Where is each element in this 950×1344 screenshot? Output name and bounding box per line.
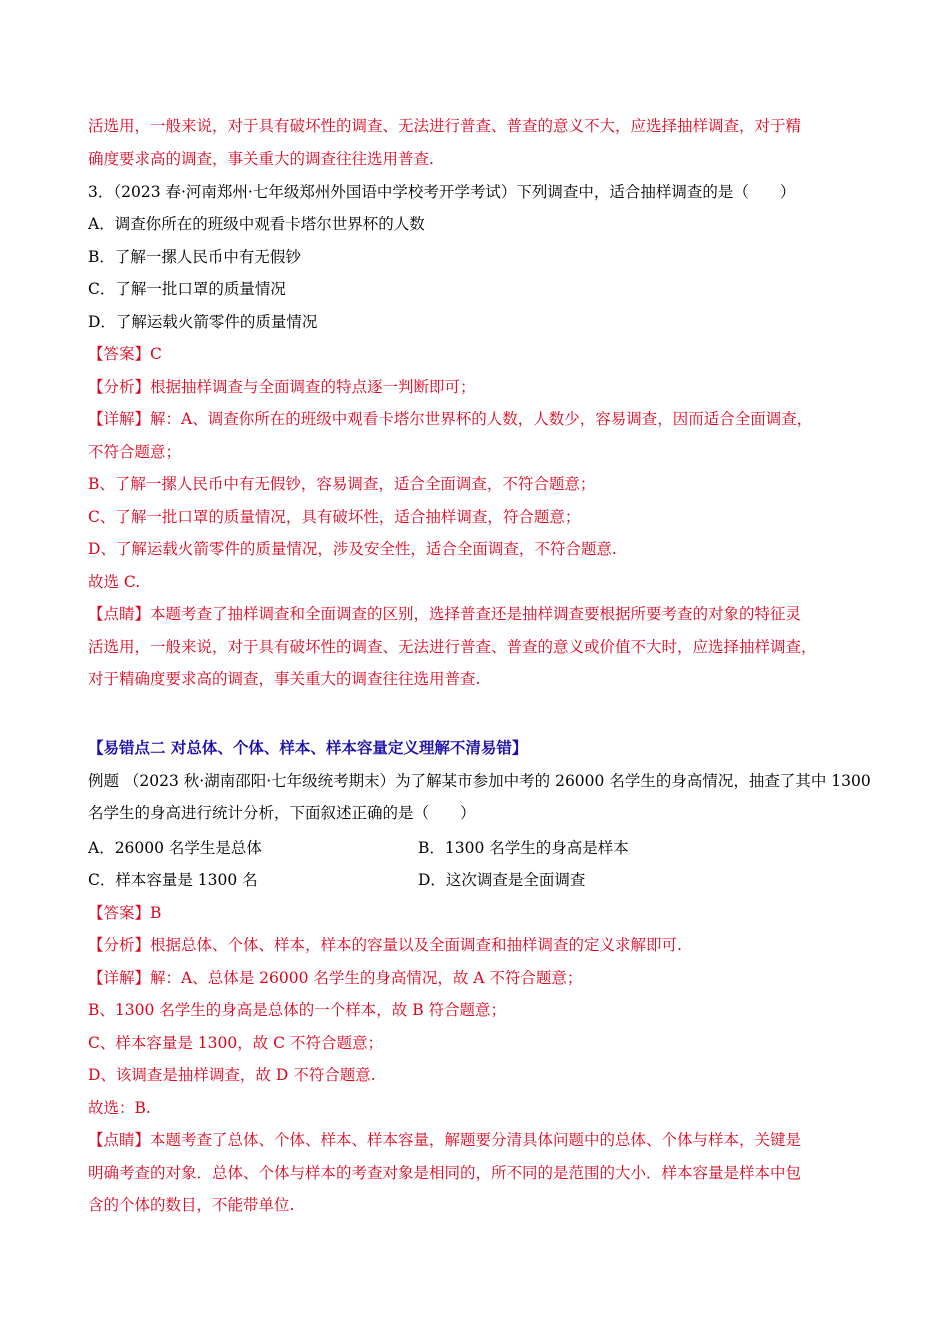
prev-dianjing-line-2: 确度要求高的调查，事关重大的调查往往选用普查. [88, 150, 434, 168]
example-dianjing-2: 明确考查的对象．总体、个体与样本的考查对象是相同的，所不同的是范围的大小．样本容量是样本中包 [88, 1164, 802, 1182]
example-dianjing-3: 含的个体的数目，不能带单位. [88, 1196, 295, 1214]
question-3-dianjing-2: 活选用，一般来说，对于具有破坏性的调查、无法进行普查、普查的意义或价值不大时，应选择抽样调查， [88, 638, 817, 656]
question-3-stem: 3．（2023 春·河南郑州·七年级郑州外国语中学校考开学考试）下列调查中，适合抽样调查的是（ ） [88, 183, 796, 201]
example-option-d: D．这次调查是全面调查 [418, 871, 586, 889]
example-options-row-2 [88, 869, 878, 891]
example-option-c: C．样本容量是 1300 名 [88, 871, 258, 889]
question-3-choose: 故选 C. [88, 573, 141, 591]
example-option-a: A．26000 名学生是总体 [88, 839, 262, 857]
question-3-answer: 【答案】C [88, 345, 162, 363]
question-3-detail-3: B、了解一摞人民币中有无假钞，容易调查，适合全面调查，不符合题意； [88, 475, 596, 493]
question-3-analysis: 【分析】根据抽样调查与全面调查的特点逐一判断即可； [88, 378, 476, 396]
example-detail-2: B、1300 名学生的身高是总体的一个样本，故 B 符合题意； [88, 1001, 507, 1019]
example-choose: 故选：B. [88, 1099, 151, 1117]
question-3-detail-1: 【详解】解：A、调查你所在的班级中观看卡塔尔世界杯的人数，人数少，容易调查，因而适合全面调查， [88, 410, 813, 428]
example-dianjing-1: 【点睛】本题考查了总体、个体、样本、样本容量，解题要分清具体问题中的总体、个体与样本，关键是 [88, 1131, 802, 1149]
question-3-dianjing-1: 【点睛】本题考查了抽样调查和全面调查的区别，选择普查还是抽样调查要根据所要考查的对象的特征灵 [88, 605, 802, 623]
example-detail-4: D、该调查是抽样调查，故 D 不符合题意. [88, 1066, 376, 1084]
section-heading: 【易错点二 对总体、个体、样本、样本容量定义理解不清易错】 [88, 738, 528, 757]
question-3-dianjing-3: 对于精确度要求高的调查，事关重大的调查往往选用普查. [88, 670, 481, 688]
example-option-b: B．1300 名学生的身高是样本 [418, 839, 629, 857]
question-3-detail-4: C、了解一批口罩的质量情况，具有破坏性，适合抽样调查，符合题意； [88, 508, 581, 526]
example-answer: 【答案】B [88, 904, 162, 922]
prev-dianjing-line-1: 活选用，一般来说，对于具有破坏性的调查、无法进行普查、普查的意义不大，应选择抽样调查，对于精 [88, 117, 802, 135]
example-analysis: 【分析】根据总体、个体、样本，样本的容量以及全面调查和抽样调查的定义求解即可. [88, 936, 682, 954]
question-3-option-c: C．了解一批口罩的质量情况 [88, 280, 286, 298]
example-options-row-1 [88, 837, 878, 859]
question-3-option-b: B．了解一摞人民币中有无假钞 [88, 248, 301, 266]
question-3-option-d: D．了解运载火箭零件的质量情况 [88, 313, 318, 331]
question-3-detail-2: 不符合题意； [88, 443, 182, 461]
question-3-detail-5: D、了解运载火箭零件的质量情况，涉及安全性，适合全面调查，不符合题意. [88, 540, 617, 558]
question-3-option-a: A．调查你所在的班级中观看卡塔尔世界杯的人数 [88, 215, 425, 233]
example-detail-1: 【详解】解：A、总体是 26000 名学生的身高情况，故 A 不符合题意； [88, 969, 583, 987]
example-detail-3: C、样本容量是 1300，故 C 不符合题意； [88, 1034, 383, 1052]
example-stem-1: 例题 （2023 秋·湖南邵阳·七年级统考期末）为了解某市参加中考的 26000 名学生的身高情况，抽查了其中 1300 [88, 772, 871, 790]
example-stem-2: 名学生的身高进行统计分析，下面叙述正确的是（ ） [88, 804, 476, 822]
